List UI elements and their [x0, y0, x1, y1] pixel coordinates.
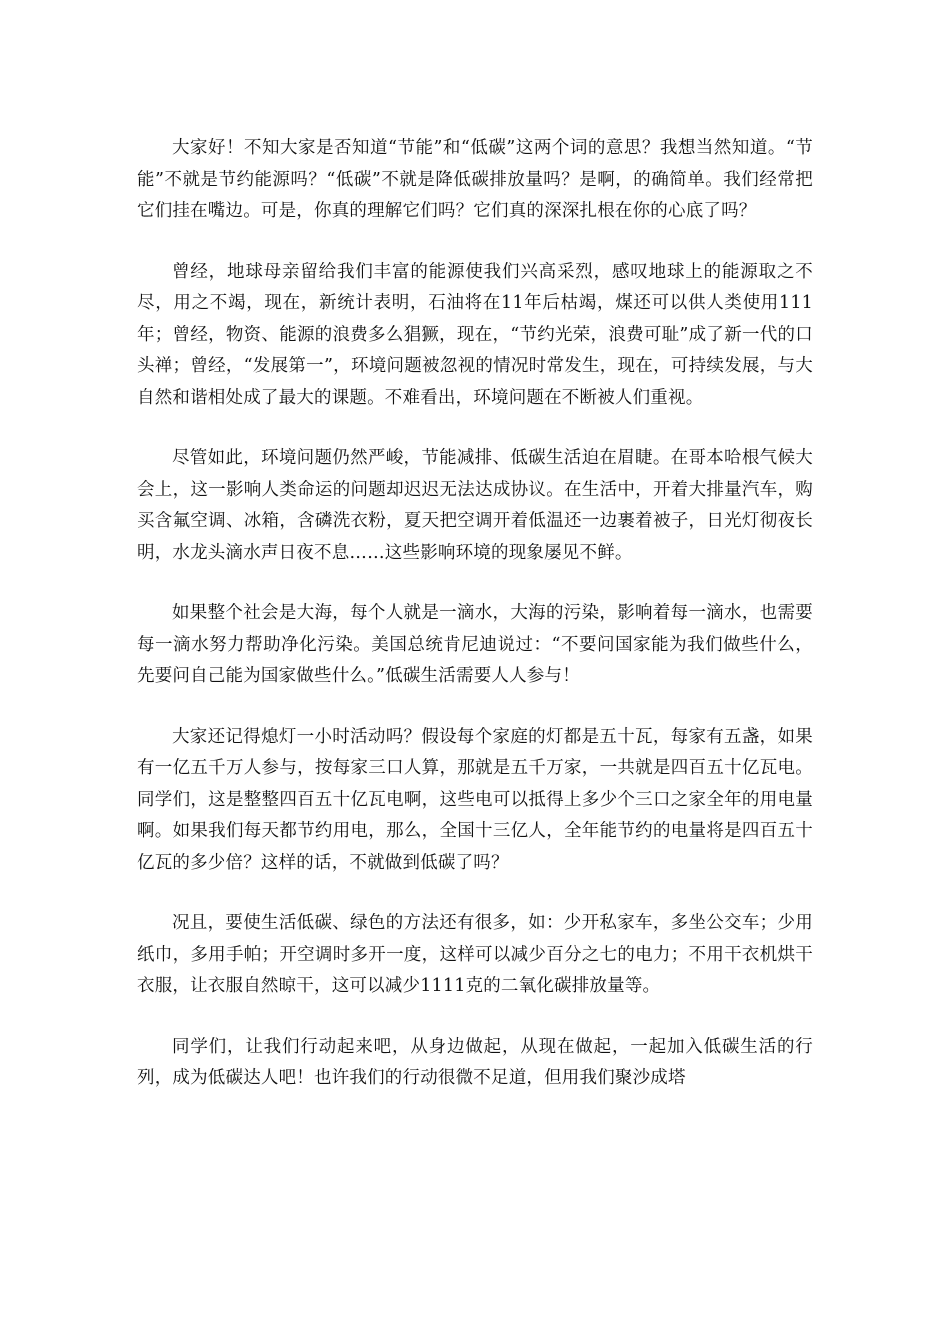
- document-body: [137, 133, 813, 1124]
- paragraph-5: 大家还记得熄灯一小时活动吗？假设每个家庭的灯都是五十瓦，每家有五盏，如果有一亿五千万人参与，按每家三口人算，那就是五千万家，一共就是四百五十亿瓦电。同学们，这是整整四百五十亿瓦电啊，这些电可以抵得上多少个三口之家全年的用电量啊。如果我们每天都节约用电，那么，全国十三亿人，全年能节约的电量将是四百五十亿瓦的多少倍？这样的话，不就做到低碳了吗？: [137, 726, 813, 873]
- paragraph-1: 大家好！不知大家是否知道“节能”和“低碳”这两个词的意思？我想当然知道。“节能”不就是节约能源吗？“低碳”不就是降低碳排放量吗？是啊，的确简单。我们经常把它们挂在嘴边。可是，你真的理解它们吗？它们真的深深扎根在你的心底了吗？: [137, 138, 813, 221]
- paragraph-6: 况且，要使生活低碳、绿色的方法还有很多，如：少开私家车，多坐公交车；少用纸巾，多用手帕；开空调时多开一度，这样可以减少百分之七的电力；不用干衣机烘干衣服，让衣服自然晾干，这可以减少1111克的二氧化碳排放量等。: [137, 913, 813, 996]
- paragraph-3: 尽管如此，环境问题仍然严峻，节能减排、低碳生活迫在眉睫。在哥本哈根气候大会上，这一影响人类命运的问题却迟迟无法达成协议。在生活中，开着大排量汽车，购买含氟空调、冰箱，含磷洗衣粉，夏天把空调开着低温还一边裹着被子，日光灯彻夜长明，水龙头滴水声日夜不息……这些影响环境的现象屡见不鲜。: [137, 448, 813, 563]
- paragraph-7: 同学们，让我们行动起来吧，从身边做起，从现在做起，一起加入低碳生活的行列，成为低碳达人吧！也许我们的行动很微不足道，但用我们聚沙成塔: [137, 1036, 813, 1088]
- paragraph-2: 曾经，地球母亲留给我们丰富的能源使我们兴高采烈，感叹地球上的能源取之不尽，用之不竭，现在，新统计表明，石油将在11年后枯竭，煤还可以供人类使用111年；曾经，物资、能源的浪费多么猖獗，现在，“节约光荣，浪费可耻”成了新一代的口头禅；曾经，“发展第一”，环境问题被忽视的情况时常发生，现在，可持续发展，与大自然和谐相处成了最大的课题。不难看出，环境问题在不断被人们重视。: [137, 261, 813, 408]
- paragraph-4: 如果整个社会是大海，每个人就是一滴水，大海的污染，影响着每一滴水，也需要每一滴水努力帮助净化污染。美国总统肯尼迪说过：“不要问国家能为我们做些什么，先要问自己能为国家做些什么。”低碳生活需要人人参与！: [137, 603, 813, 686]
